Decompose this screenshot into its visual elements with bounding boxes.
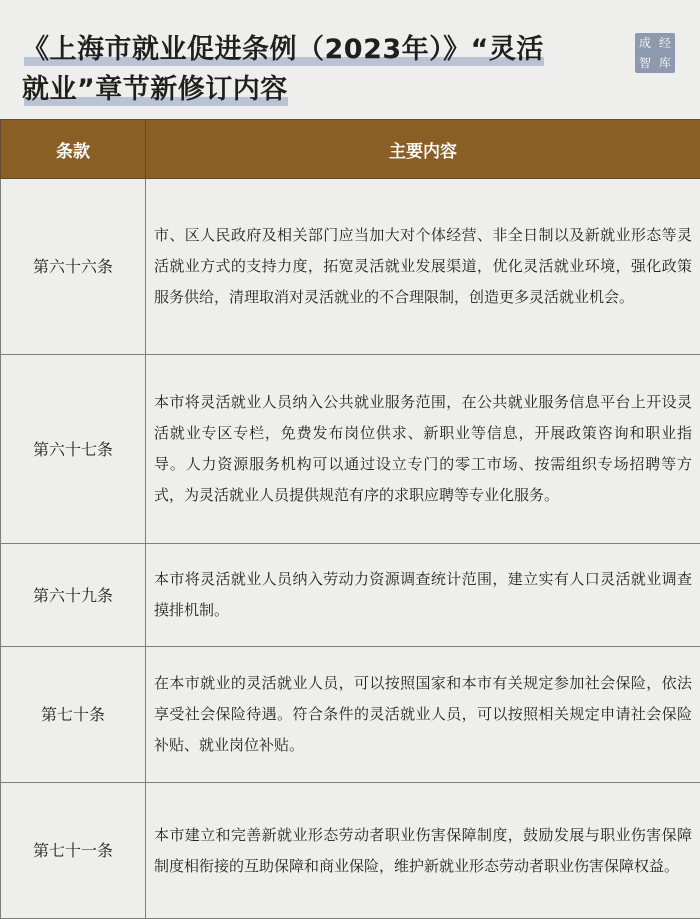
- clause-cell: 第六十九条: [1, 544, 146, 647]
- brand-logo: 成 经 智 库: [635, 33, 675, 73]
- clause-cell: 第七十一条: [1, 783, 146, 919]
- table-row: [1, 647, 700, 783]
- table-row: [1, 544, 700, 647]
- clause-cell: 第六十七条: [1, 355, 146, 544]
- content-cell: 在本市就业的灵活就业人员，可以按照国家和本市有关规定参加社会保险，依法享受社会保险待遇。符合条件的灵活就业人员，可以按照相关规定申请社会保险补贴、就业岗位补贴。: [146, 647, 700, 783]
- column-header-content: 主要内容: [146, 120, 700, 179]
- table-row: [1, 783, 700, 919]
- table-row: [1, 355, 700, 544]
- content-cell: 市、区人民政府及相关部门应当加大对个体经营、非全日制以及新就业形态等灵活就业方式的支持力度，拓宽灵活就业发展渠道，优化灵活就业环境，强化政策服务供给，清理取消对灵活就业的不合理限制，创造更多灵活就业机会。: [146, 179, 700, 355]
- clause-table: [0, 119, 700, 919]
- clause-cell: 第六十六条: [1, 179, 146, 355]
- table-row: [1, 179, 700, 355]
- page-title: [22, 30, 602, 110]
- title-line-2: 就业”章节新修订内容: [22, 70, 288, 110]
- content-cell: 本市将灵活就业人员纳入劳动力资源调查统计范围，建立实有人口灵活就业调查摸排机制。: [146, 544, 700, 647]
- clause-cell: 第七十条: [1, 647, 146, 783]
- content-cell: 本市将灵活就业人员纳入公共就业服务范围，在公共就业服务信息平台上开设灵活就业专区专栏，免费发布岗位供求、新职业等信息，开展政策咨询和职业指导。人力资源服务机构可以通过设立专门的零工市场、按需组织专场招聘等方式，为灵活就业人员提供规范有序的求职应聘等专业化服务。: [146, 355, 700, 544]
- column-header-clause: 条款: [1, 120, 146, 179]
- title-line-1: 《上海市就业促进条例（2023年）》“灵活: [22, 30, 544, 70]
- content-cell: 本市建立和完善新就业形态劳动者职业伤害保障制度，鼓励发展与职业伤害保障制度相衔接的互助保障和商业保险，维护新就业形态劳动者职业伤害保障权益。: [146, 783, 700, 919]
- table-header-row: [1, 120, 700, 179]
